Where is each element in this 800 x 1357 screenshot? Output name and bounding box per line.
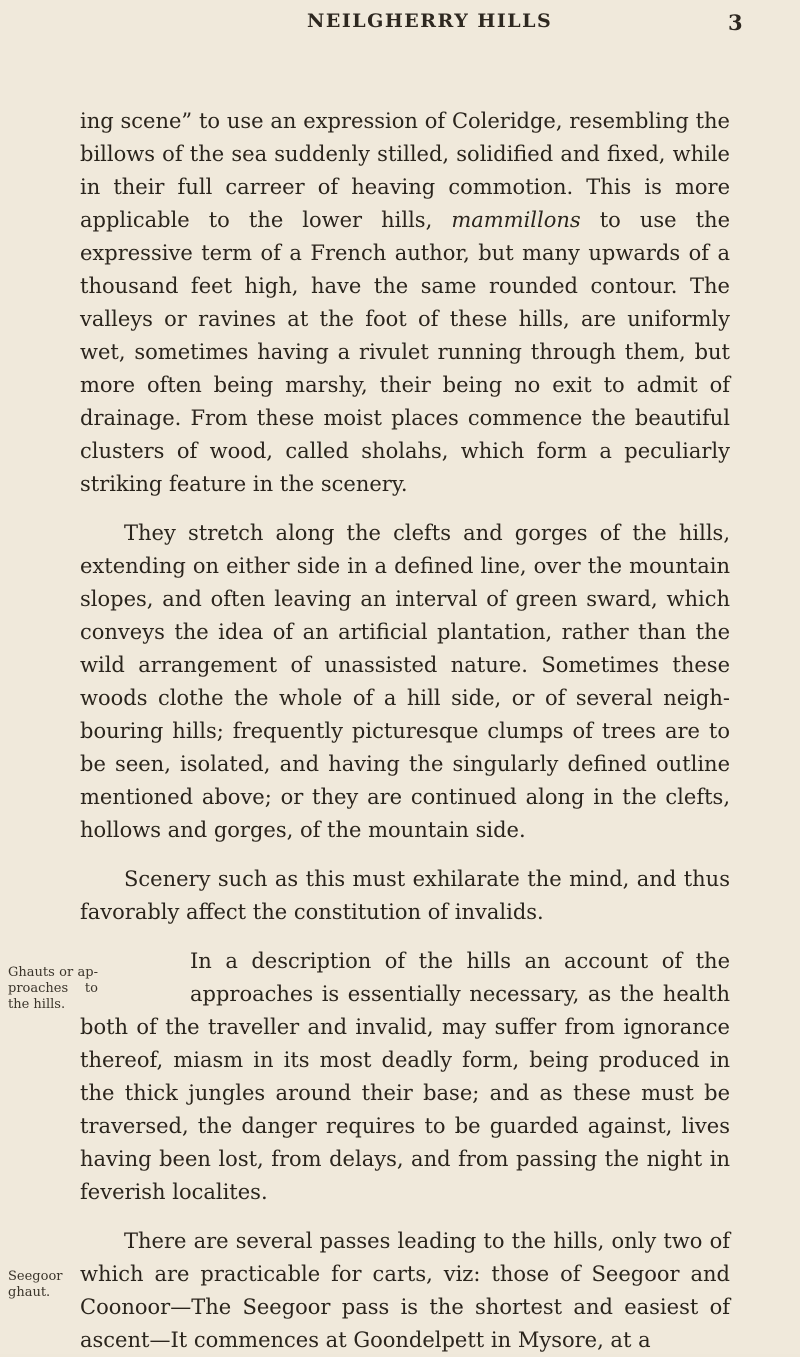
- paragraph-4-wrap: [8, 945, 730, 1209]
- paragraph-3: Scenery such as this must exhilarate the mind, and thus favorably affect the constitution of invalids.: [80, 867, 730, 924]
- page-number: 3: [728, 10, 743, 35]
- paragraph-1-rest: to use the expressive term of a French author, but many upwards of a thousand feet high, have the same rounded contour. The valleys or ravines at the foot of these hills, are uniformly wet, sometimes having a rivulet running through them, but more often being marshy, their being no exit to admit of drainage. From these moist places commence the beautiful clusters of wood, called sholahs, which form a peculiarly striking feature in the scenery.: [80, 208, 730, 496]
- paragraph-5: There are several passes leading to the hills, only two of which are practicable for carts, viz: those of Seegoor and Coonoor—The Seegoor pass is the shortest and easiest of ascent—It commences at Goondelpett in Mysore, at a: [80, 1229, 730, 1352]
- paragraph-4: In a description of the hills an account of the approaches is essentially necessary, as the health both of the traveller and invalid, may suffer from ignorance thereof, miasm in its most deadly form, being produced in the thick jungles around their base; and as these must be traversed, the danger requires to be guarded against, lives having been lost, from delays, and from passing the night in feverish localites.: [80, 949, 730, 1204]
- page-body: [8, 105, 730, 1357]
- paragraph-2: They stretch along the clefts and gorges of the hills, extending on either side in a defined line, over the mountain slopes, and often leaving an interval of green sward, which conveys the idea of an artificial plantation, rather than the wild arrangement of unassisted nature. Sometimes these woods clothe the whole of a hill side, or of several neighbouring hills; frequently picturesque clumps of trees are to be seen, isolated, and having the singularly defined outline mentioned above; or they are continued along in the clefts, hollows and gorges, of the mountain side.: [80, 521, 730, 842]
- running-head: [0, 10, 800, 46]
- paragraph-1: [80, 105, 730, 501]
- running-title: NEILGHERRY HILLS: [307, 10, 553, 32]
- paragraph-1-emphasis: mammillons: [451, 208, 581, 232]
- paragraph-5-wrap: [8, 1225, 730, 1357]
- sidenote-seegoor: Seegoor ghaut.: [8, 1269, 63, 1300]
- paragraph-1-text: ing scene” to use an expression of Coleridge, resembling the billows of the sea suddenly stilled, solidified and fixed, while in their full carreer of heaving commotion. This is more applicable to the lower hills,: [80, 109, 730, 232]
- sidenote-ghauts: Ghauts or approaches to the hills.: [8, 965, 98, 1012]
